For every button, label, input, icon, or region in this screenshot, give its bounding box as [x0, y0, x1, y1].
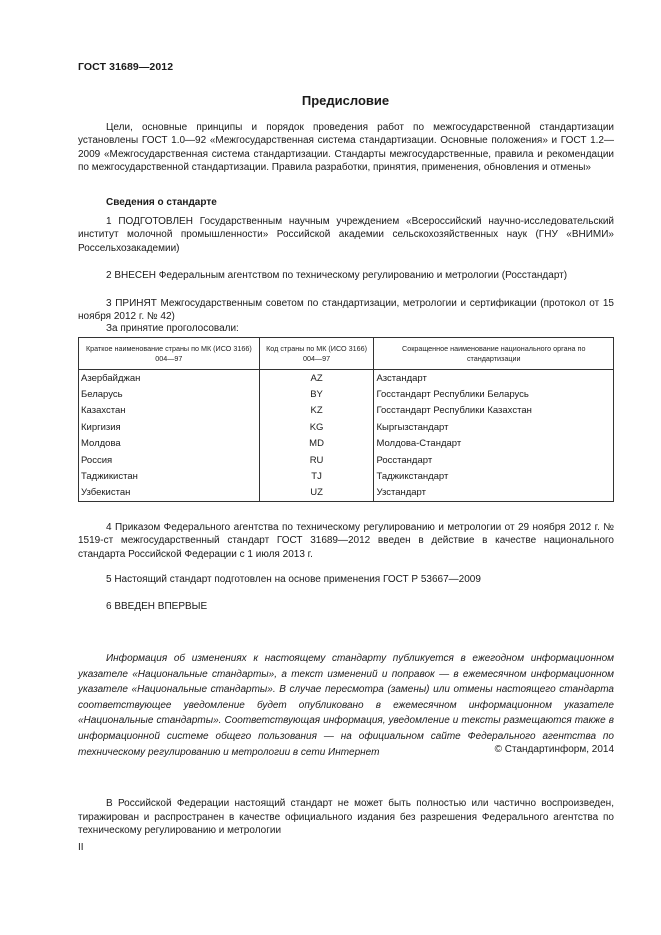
code-cell: TJ: [259, 468, 374, 484]
body-cell: Росстандарт: [374, 452, 614, 468]
table-header-row: [79, 338, 614, 370]
country-cell: Казахстан: [79, 403, 260, 419]
section-heading: Сведения о стандарте: [106, 197, 217, 208]
body-cell: Кыргызстандарт: [374, 419, 614, 435]
table-row: [79, 386, 614, 402]
code-cell: KZ: [259, 403, 374, 419]
country-cell: Узбекистан: [79, 485, 260, 502]
body-cell: Госстандарт Республики Беларусь: [374, 386, 614, 402]
body-cell: Таджикстандарт: [374, 468, 614, 484]
column-header-code: Код страны по МК (ИСО 3166) 004—97: [259, 338, 374, 370]
code-cell: BY: [259, 386, 374, 402]
table-row: [79, 403, 614, 419]
country-cell: Киргизия: [79, 419, 260, 435]
changes-information: Информация об изменениях к настоящему стандарту публикуется в ежегодном информационном указателе «Национальные стандарты», а текст изменений и поправок — в ежемесячном информационном указателе «Национальные стандарты». В случае пересмотра (замены) или отмены настоящего стандарта соответствующее уведомление будет опубликовано в ежемесячном информационном указателе «Национальные стандарты». Соответствующая информация, уведомление и тексты размещаются также в информационной системе общего пользования — на официальном сайте Федерального агентства по техническому регулированию и метрологии в сети Интернет: [78, 653, 614, 758]
country-cell: Беларусь: [79, 386, 260, 402]
table-row: [79, 485, 614, 502]
code-cell: UZ: [259, 485, 374, 502]
intro-paragraph: Цели, основные принципы и порядок проведения работ по межгосударственной стандартизации установлены ГОСТ 1.0—92 «Межгосударственная система стандартизации. Основные положения» и ГОСТ 1.2—2009 «Межгосударственная система стандартизации. Стандарты межгосударственные, правила и рекомендации по межгосударственной стандартизации. Правила разработки, принятия, применения, обновления и отмены»: [78, 122, 614, 173]
item-enacted: 4 Приказом Федерального агентства по техническому регулированию и метрологии от 29 ноября 2012 г. № 1519-ст межгосударственный стандарт ГОСТ 31689—2012 введен в действие в качестве национального стандарта Российской Федерации с 1 июля 2013 г.: [78, 522, 614, 560]
body-cell: Госстандарт Республики Казахстан: [374, 403, 614, 419]
item-introduced: 6 ВВЕДЕН ВПЕРВЫЕ: [106, 601, 208, 612]
table-row: [79, 370, 614, 387]
item-basis: 5 Настоящий стандарт подготовлен на основе применения ГОСТ Р 53667—2009: [106, 574, 481, 585]
table-row: [79, 452, 614, 468]
table-row: [79, 468, 614, 484]
column-header-body: Сокращенное наименование национального органа по стандартизации: [374, 338, 614, 370]
item-submitted: 2 ВНЕСЕН Федеральным агентством по техническому регулированию и метрологии (Росстандарт): [106, 270, 568, 281]
code-cell: MD: [259, 436, 374, 452]
country-cell: Россия: [79, 452, 260, 468]
table-row: [79, 419, 614, 435]
code-cell: AZ: [259, 370, 374, 387]
body-cell: Азстандарт: [374, 370, 614, 387]
country-cell: Азербайджан: [79, 370, 260, 387]
page-title: Предисловие: [301, 93, 390, 108]
column-header-country: Краткое наименование страны по МК (ИСО 3166) 004—97: [79, 338, 260, 370]
body-cell: Молдова-Стандарт: [374, 436, 614, 452]
voted-label: За принятие проголосовали:: [106, 323, 239, 334]
country-cell: Таджикистан: [79, 468, 260, 484]
code-cell: KG: [259, 419, 374, 435]
item-adopted: 3 ПРИНЯТ Межгосударственным советом по стандартизации, метрологии и сертификации (протокол от 15 ноября 2012 г. № 42): [78, 298, 614, 323]
voting-table: [78, 337, 614, 502]
country-cell: Молдова: [79, 436, 260, 452]
rights-notice: В Российской Федерации настоящий стандарт не может быть полностью или частично воспроизведен, тиражирован и распространен в качестве официального издания без разрешения Федерального агентства по техническому регулированию и метрологии: [78, 798, 614, 836]
table-row: [79, 436, 614, 452]
body-cell: Узстандарт: [374, 485, 614, 502]
document-header: ГОСТ 31689—2012: [78, 61, 174, 73]
item-prepared: 1 ПОДГОТОВЛЕН Государственным научным учреждением «Всероссийский научно-исследовательский институт молочной промышленности» Российской академии сельскохозяйственных наук (ГНУ «ВНИМИ» Россельхозакадемии): [78, 216, 614, 254]
code-cell: RU: [259, 452, 374, 468]
copyright-notice: © Стандартинформ, 2014: [494, 744, 614, 755]
page-number: II: [78, 842, 84, 853]
